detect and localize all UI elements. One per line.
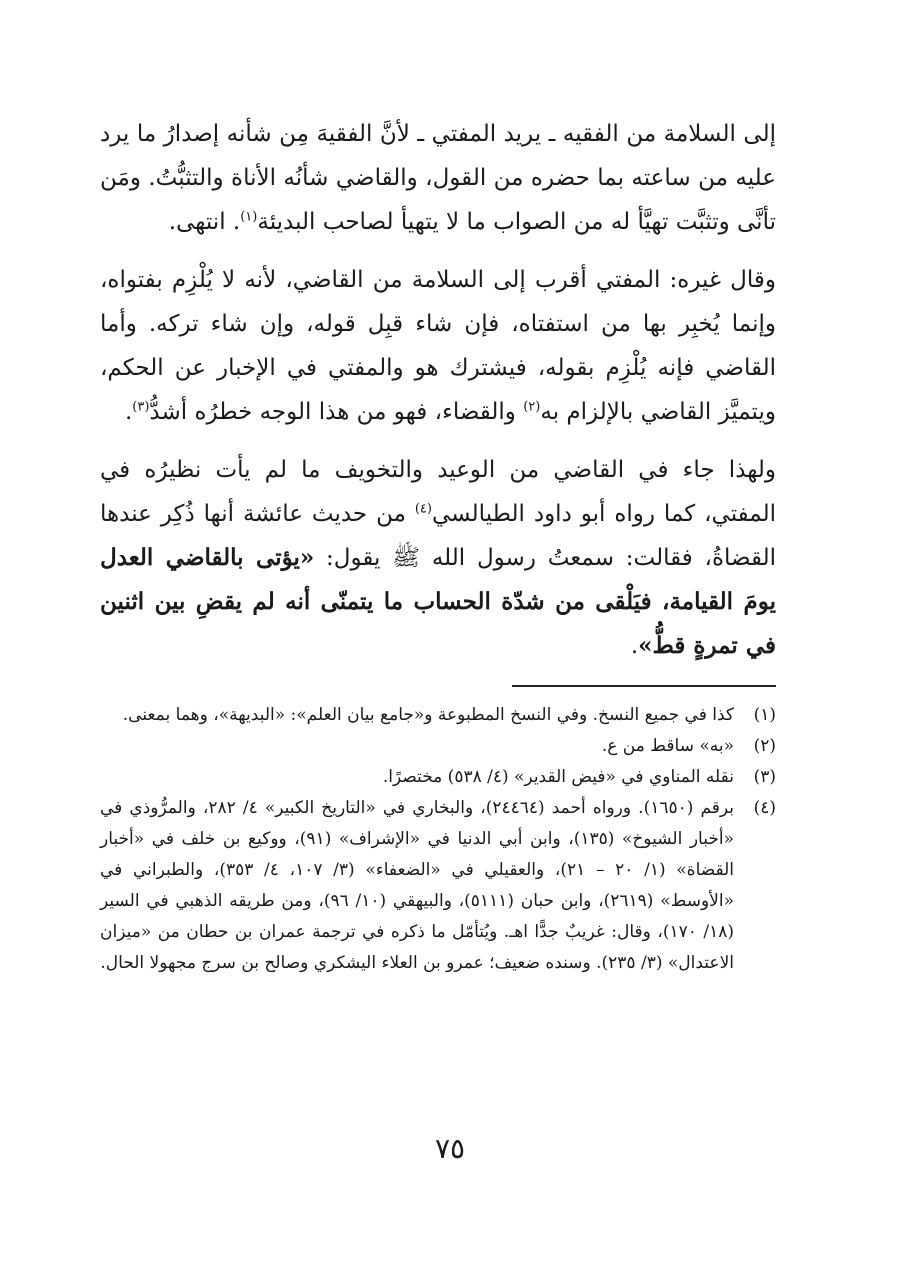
footnote-text: كذا في جميع النسخ. وفي النسخ المطبوعة و«جامع بيان العلم»: «البديهة»، وهما بمعنى. bbox=[122, 705, 734, 725]
footnote-text: برقم (١٦٥٠). ورواه أحمد (٢٤٤٦٤)، والبخاري في «التاريخ الكبير» ٤/ ٢٨٢، والمرُّوذي في «أخبار الشيوخ» (١٣٥)، وابن أبي الدنيا في «الإشراف» (٩١)، ووكيع بن خلف في «أخبار القضاة» (١/ ٢٠ – ٢١)، والعقيلي في «الضعفاء» (٣/ ١٠٧، ٤/ ٣٥٣)، والطبراني في «الأوسط» (٢٦١٩)، وابن حبان (٥١١١)، والبيهقي (١٠/ ٩٦)، ومن طريقه الذهبي في السير (١٨/ ١٧٠)، وقال: غريبٌ جدًّا اهـ. ويُتأمّل ما ذكره في ترجمة عمران بن حطان من «ميزان الاعتدال» (٣/ ٢٣٥). وسنده ضعيف؛ عمرو بن العلاء اليشكري وصالح بن سرج مجهولا الحال. bbox=[100, 798, 735, 973]
paragraph-2-end: . bbox=[124, 399, 133, 425]
hadith-quote: «يؤتى بالقاضي العدل يومَ القيامة، فيَلْقى من شدّة الحساب ما يتمنّى أنه لم يقضِ بين اثنين في تمرةٍ قطُّ» bbox=[100, 544, 776, 659]
footnote-ref-3[interactable]: (٣) bbox=[132, 399, 150, 415]
paragraph-3-middle: من حديث عائشة أنها ذُكِر عندها القضاةُ، فقالت: سمعتُ رسول الله ﷺ يقول: bbox=[100, 501, 776, 571]
paragraph-1-text: إلى السلامة من الفقيه ـ يريد المفتي ـ لأنَّ الفقيهَ مِن شأنه إصدارُ ما يرد عليه من ساعته بما حضره من القول، والقاضي شأنُه الأناة والتثبُّتُ. ومَن تأنَّى وتثبَّت تهيَّأ له من الصواب ما لا يتهيأ لصاحب البديئة bbox=[100, 121, 776, 235]
main-text bbox=[100, 112, 776, 668]
paragraph-2-middle: والقضاء، فهو من هذا الوجه خطرُه أشدُّ bbox=[149, 399, 524, 425]
paragraph-2-text: وقال غيره: المفتي أقرب إلى السلامة من القاضي، لأنه لا يُلْزِم بفتواه، وإنما يُخبِر بها من استفتاه، فإن شاء قبِل قوله، وإن شاء تركه. وأما القاضي فإنه يُلْزِم بقوله، فيشترك هو والمفتي في الإخبار عن الحكم، ويتميَّز القاضي بالإلزام به bbox=[100, 267, 776, 425]
footnote-number: (٣) bbox=[753, 767, 776, 787]
paragraph-2 bbox=[100, 258, 776, 434]
paragraph-3 bbox=[100, 448, 776, 668]
footnotes bbox=[100, 700, 776, 979]
paragraph-1 bbox=[100, 112, 776, 244]
footnote-4 bbox=[100, 793, 776, 979]
paragraph-gap bbox=[100, 434, 776, 448]
footnote-number: (٢) bbox=[753, 736, 776, 756]
page-number: ٧٥ bbox=[434, 1132, 466, 1165]
paragraph-3-text: ولهذا جاء في القاضي من الوعيد والتخويف ما لم يأت نظيرُه في المفتي، كما رواه أبو داود الطيالسي bbox=[100, 457, 776, 527]
footnote-1 bbox=[100, 700, 776, 731]
footnote-number: (٤) bbox=[753, 798, 776, 818]
paragraph-3-end: . bbox=[630, 633, 639, 659]
paragraph-1-end: . انتهى. bbox=[168, 209, 241, 235]
footnote-ref-4[interactable]: (٤) bbox=[414, 501, 432, 517]
footnote-ref-1[interactable]: (١) bbox=[240, 209, 258, 225]
footnote-3 bbox=[100, 762, 776, 793]
footnote-text: «به» ساقط من ع. bbox=[601, 736, 734, 756]
footnote-2 bbox=[100, 731, 776, 762]
footnote-number: (١) bbox=[753, 705, 776, 725]
footnote-separator bbox=[512, 685, 776, 687]
footnote-ref-2[interactable]: (٢) bbox=[523, 399, 541, 415]
paragraph-gap bbox=[100, 244, 776, 258]
footnote-text: نقله المناوي في «فيض القدير» (٤/ ٥٣٨) مختصرًا. bbox=[382, 767, 734, 787]
